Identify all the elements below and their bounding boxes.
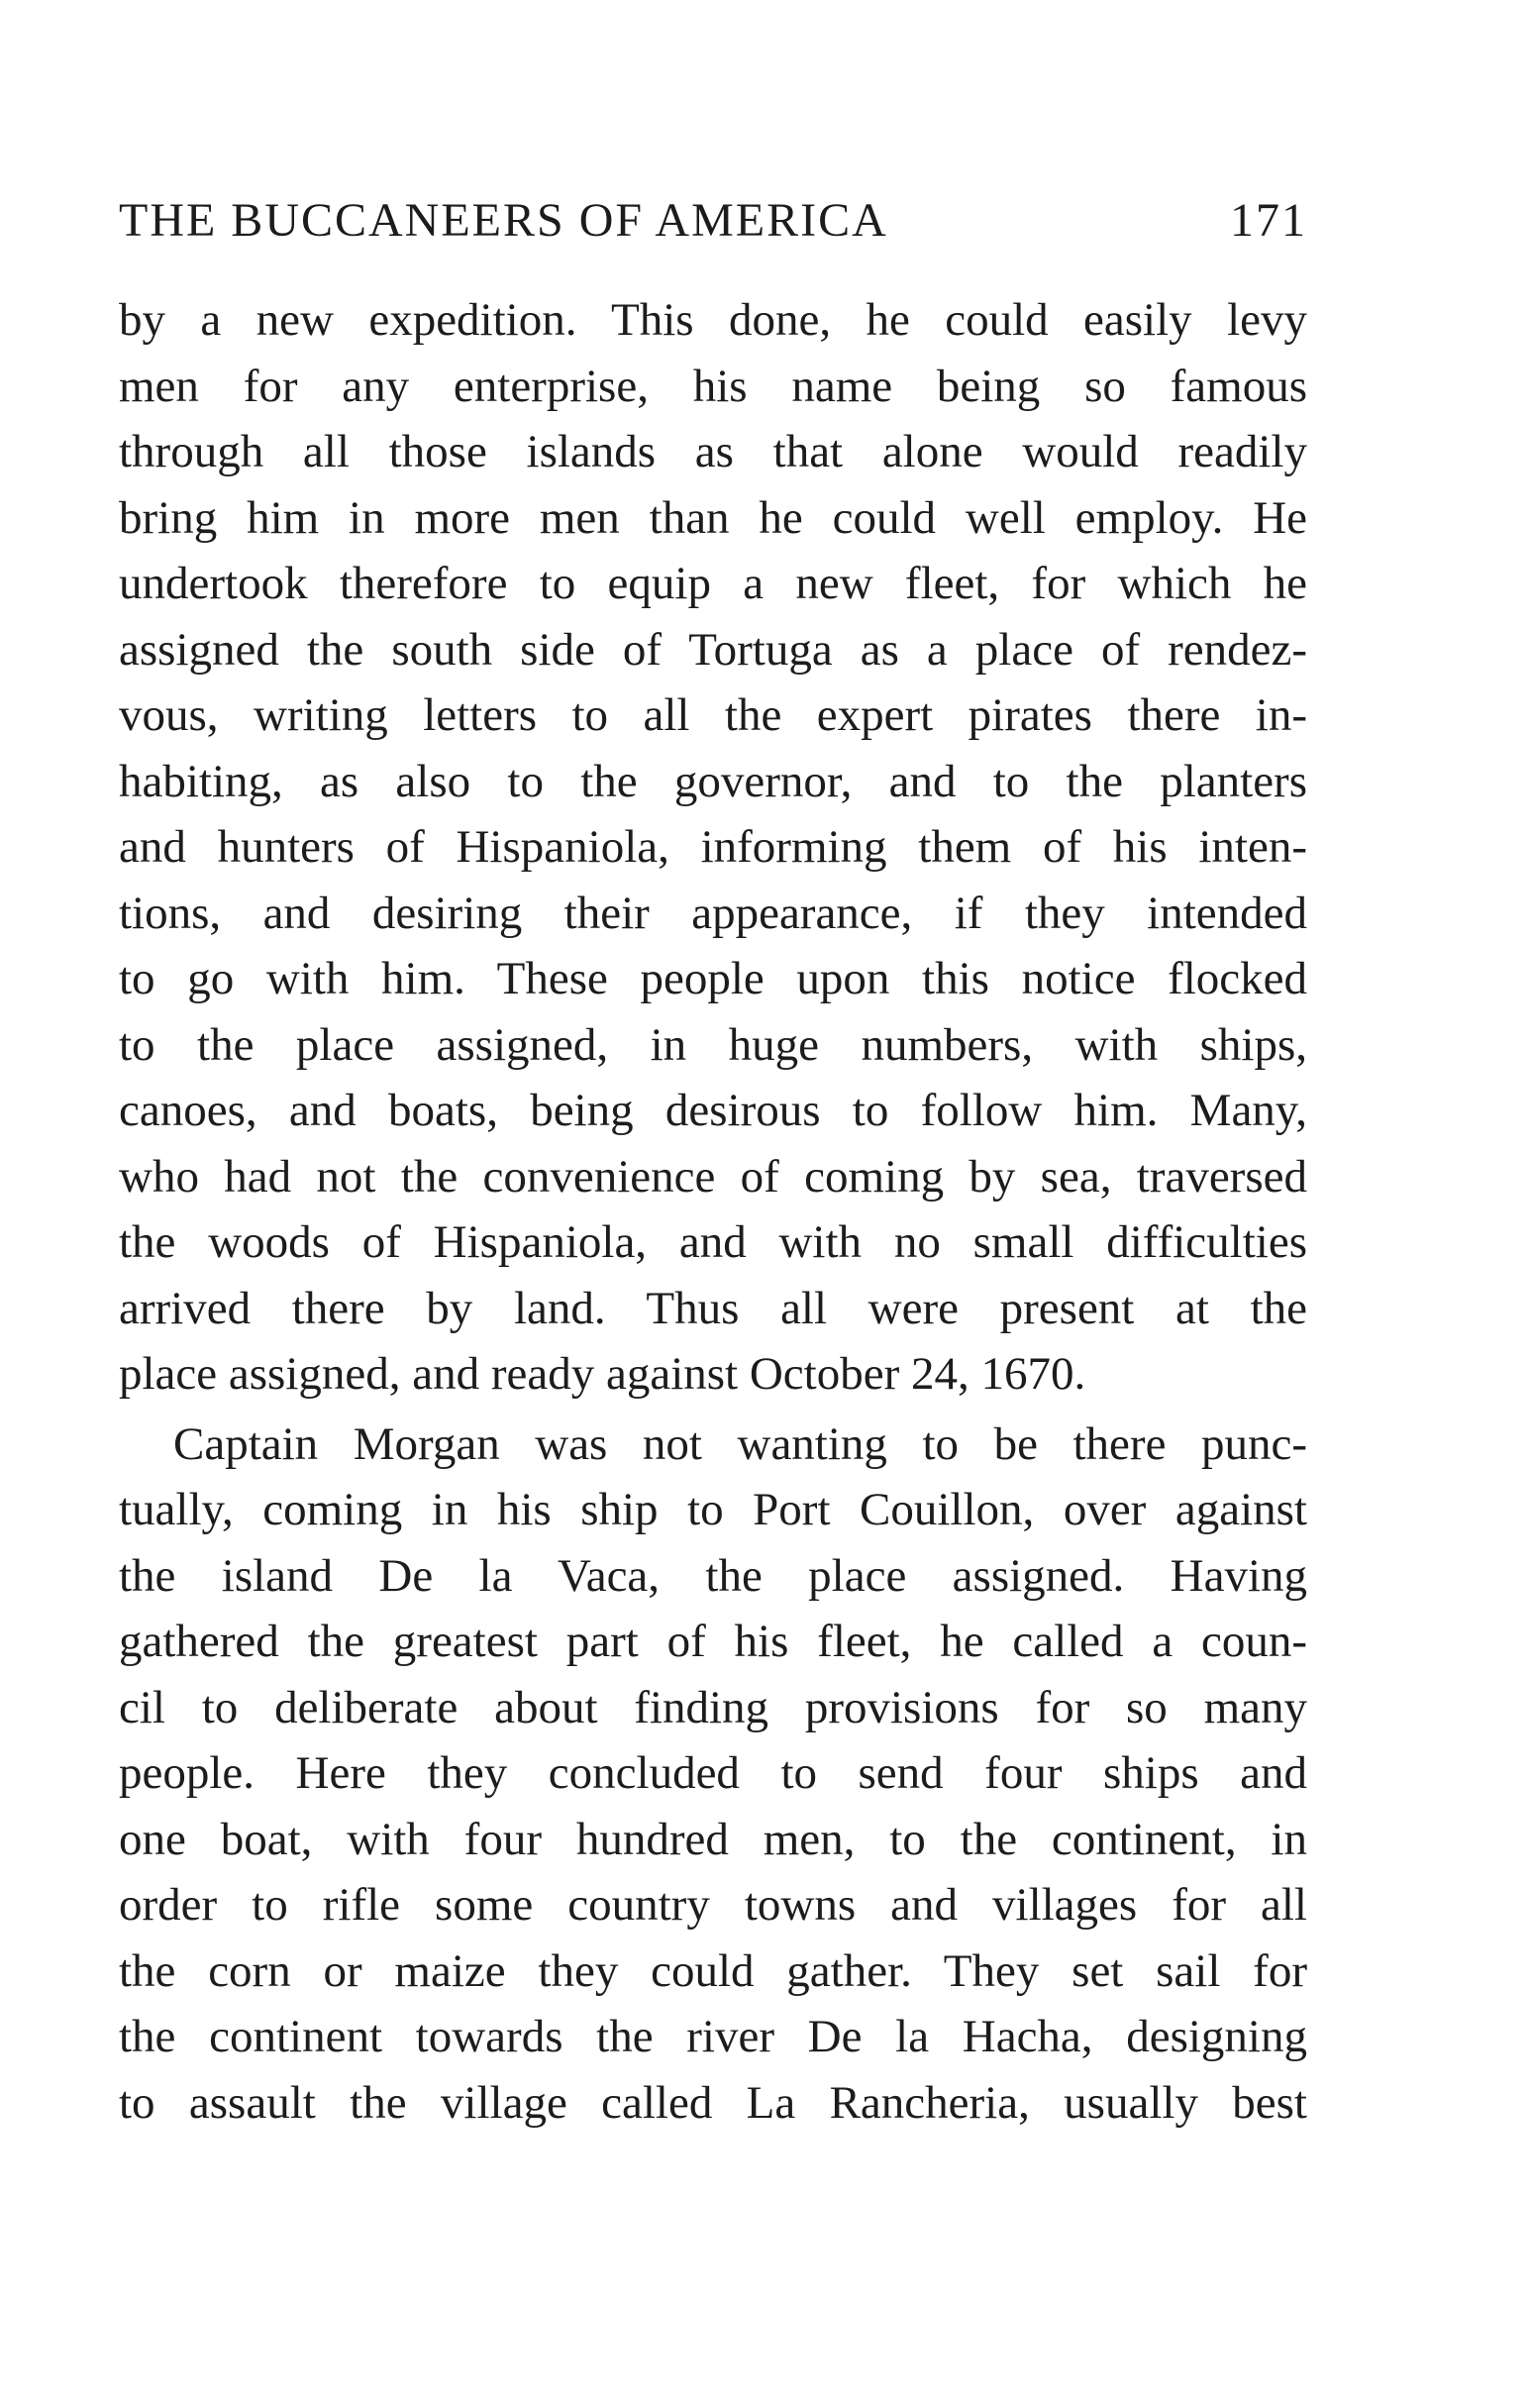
text-line: people. Here they concluded to send four ships and: [119, 1747, 1307, 1799]
text-line: one boat, with four hundred men, to the continent, in: [119, 1813, 1307, 1865]
page-number: 171: [1230, 194, 1307, 247]
text-line: cil to deliberate about finding provisions for so many: [119, 1681, 1307, 1733]
text-line: tions, and desiring their appearance, if they intended: [119, 887, 1307, 939]
text-line: the continent towards the river De la Hacha, designing: [119, 2011, 1307, 2062]
text-line: gathered the greatest part of his fleet, he called a coun-: [119, 1616, 1307, 1667]
text-line: canoes, and boats, being desirous to follow him. Many,: [119, 1085, 1307, 1136]
text-line: the island De la Vaca, the place assigned. Having: [119, 1549, 1307, 1602]
text-line: who had not the convenience of coming by sea, traversed: [119, 1150, 1307, 1203]
paragraph-1: [119, 287, 1307, 1408]
text-line: place assigned, and ready against October 24, 1670.: [119, 1348, 1086, 1400]
text-line: the corn or maize they could gather. They set sail for: [119, 1944, 1307, 1997]
text-line: the woods of Hispaniola, and with no small difficulties: [119, 1216, 1307, 1268]
text-line: to the place assigned, in huge numbers, with ships,: [119, 1018, 1307, 1071]
text-line: bring him in more men than he could well employ. He: [119, 491, 1307, 544]
text-line: to assault the village called La Rancheria, usually best: [119, 2076, 1307, 2129]
text-line: habiting, as also to the governor, and to the planters: [119, 755, 1307, 807]
text-line: through all those islands as that alone would readily: [119, 426, 1307, 477]
text-line: by a new expedition. This done, he could easily levy: [119, 294, 1307, 346]
text-line: vous, writing letters to all the expert pirates there in-: [119, 689, 1307, 741]
text-line: tually, coming in his ship to Port Couillon, over against: [119, 1484, 1307, 1535]
text-line: order to rifle some country towns and villages for all: [119, 1879, 1307, 1931]
text-line: undertook therefore to equip a new fleet, for which he: [119, 558, 1307, 609]
text-line: men for any enterprise, his name being so famous: [119, 360, 1307, 412]
running-title: THE BUCCANEERS OF AMERICA: [119, 194, 888, 247]
running-head: [119, 193, 1307, 262]
text-line: arrived there by land. Thus all were present at the: [119, 1282, 1307, 1334]
text-line: Captain Morgan was not wanting to be there punc-: [173, 1417, 1307, 1470]
body-text: [119, 287, 1307, 2136]
text-line: and hunters of Hispaniola, informing them of his inten-: [119, 821, 1307, 873]
paragraph-2: [119, 1412, 1307, 2137]
text-line: assigned the south side of Tortuga as a place of rendez-: [119, 623, 1307, 676]
text-line: to go with him. These people upon this notice flocked: [119, 953, 1307, 1004]
